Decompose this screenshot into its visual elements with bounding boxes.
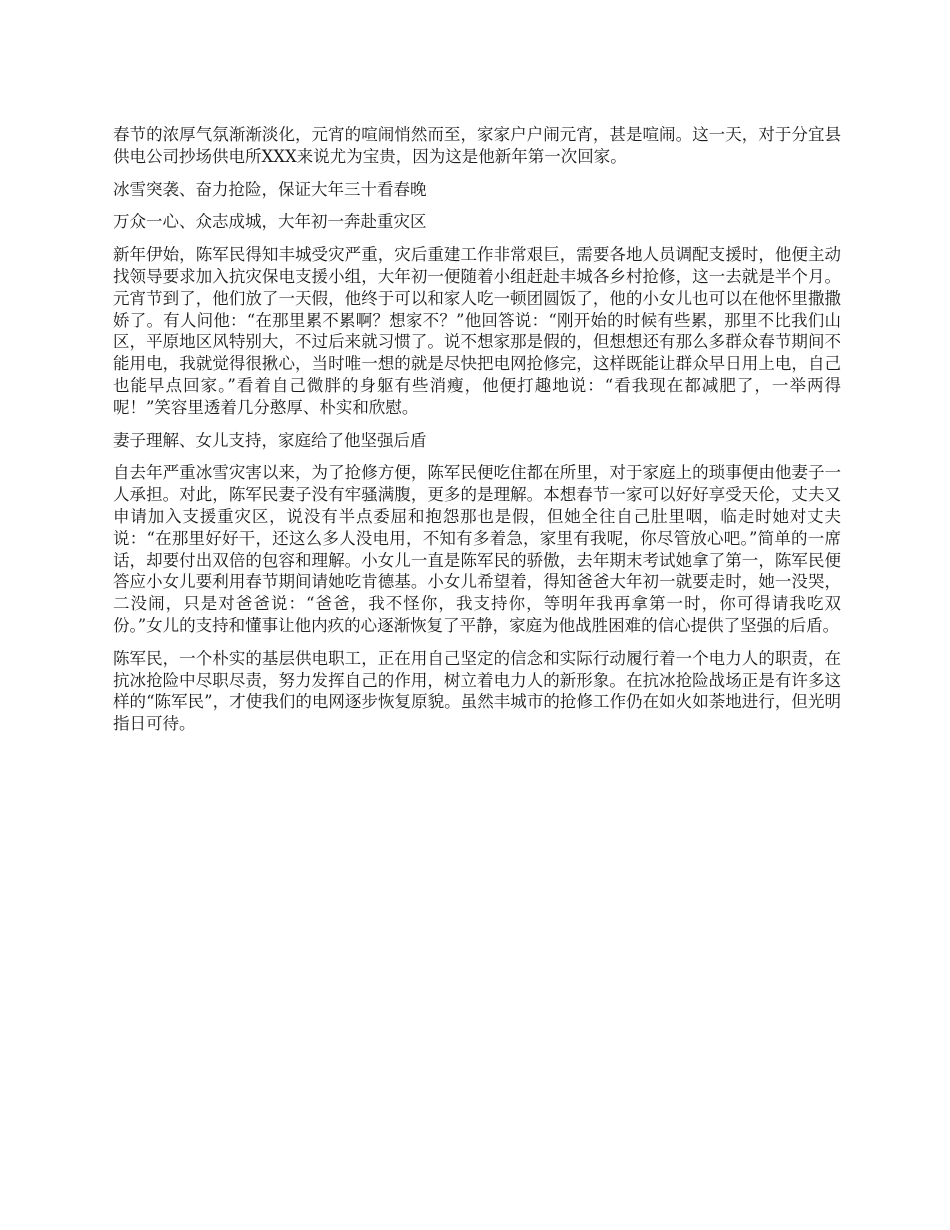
section-heading-new-year-eve: 冰雪突袭、奋力抢险，保证大年三十看春晚 (113, 179, 427, 199)
body-paragraph-disaster-relief: 新年伊始，陈军民得知丰城受灾严重，灾后重建工作非常艰巨，需要各地人员调配支援时，他便主动找领导要求加入抗灾保电支援小组，大年初一便随着小组赶赴丰城各乡村抢修，这一去就是半个月。元宵节到了，他们放了一天假，他终于可以和家人吃一顿团圆饭了，他的小女儿也可以在他怀里撒撒娇了。有人问他：“在那里累不累啊？想家不？”他回答说：“刚开始的时候有些累，那里不比我们山区，平原地区风特别大，不过后来就习惯了。说不想家那是假的，但想想还有那么多群众春节期间不能用电，我就觉得很揪心，当时唯一想的就是尽快把电网抢修完，这样既能让群众早日用上电，自己也能早点回家。”看着自己微胖的身躯有些消瘦，他便打趣地说：“看我现在都减肥了，一举两得呢！”笑容里透着几分憨厚、朴实和欣慰。 (113, 245, 841, 417)
intro-paragraph: 春节的浓厚气氛渐渐淡化，元宵的喧闹悄然而至，家家户户闹元宵，甚是喧闹。这一天，对于分宜县供电公司抄场供电所XXX来说尤为宝贵，因为这是他新年第一次回家。 (113, 125, 841, 166)
section-heading-first-day: 万众一心、众志成城，大年初一奔赴重灾区 (113, 212, 427, 232)
document-page (113, 124, 841, 746)
section-heading-family-support: 妻子理解、女儿支持，家庭给了他坚强后盾 (113, 430, 427, 450)
body-paragraph-family: 自去年严重冰雪灾害以来，为了抢修方便，陈军民便吃住都在所里，对于家庭上的琐事便由他妻子一人承担。对此，陈军民妻子没有牢骚满腹，更多的是理解。本想春节一家可以好好享受天伦，丈夫又申请加入支援重灾区，说没有半点委屈和抱怨那也是假，但她全往自己肚里咽，临走时她对丈夫说：“在那里好好干，还这么多人没电用，不知有多着急，家里有我呢，你尽管放心吧。”简单的一席话，却要付出双倍的包容和理解。小女儿一直是陈军民的骄傲，去年期末考试她拿了第一，陈军民便答应小女儿要利用春节期间请她吃肯德基。小女儿希望着，得知爸爸大年初一就要走时，她一没哭，二没闹，只是对爸爸说：“爸爸，我不怪你，我支持你，等明年我再拿第一时，你可得请我吃双份。”女儿的支持和懂事让他内疚的心逐渐恢复了平静，家庭为他战胜困难的信心提供了坚强的后盾。 (113, 463, 841, 635)
closing-paragraph: 陈军民，一个朴实的基层供电职工，正在用自己坚定的信念和实际行动履行着一个电力人的职责，在抗冰抢险中尽职尽责，努力发挥自己的作用，树立着电力人的新形象。在抗冰抢险战场正是有许多这样的“陈军民”，才使我们的电网逐步恢复原貌。虽然丰城市的抢修工作仍在如火如荼地进行，但光明指日可待。 (113, 648, 841, 734)
